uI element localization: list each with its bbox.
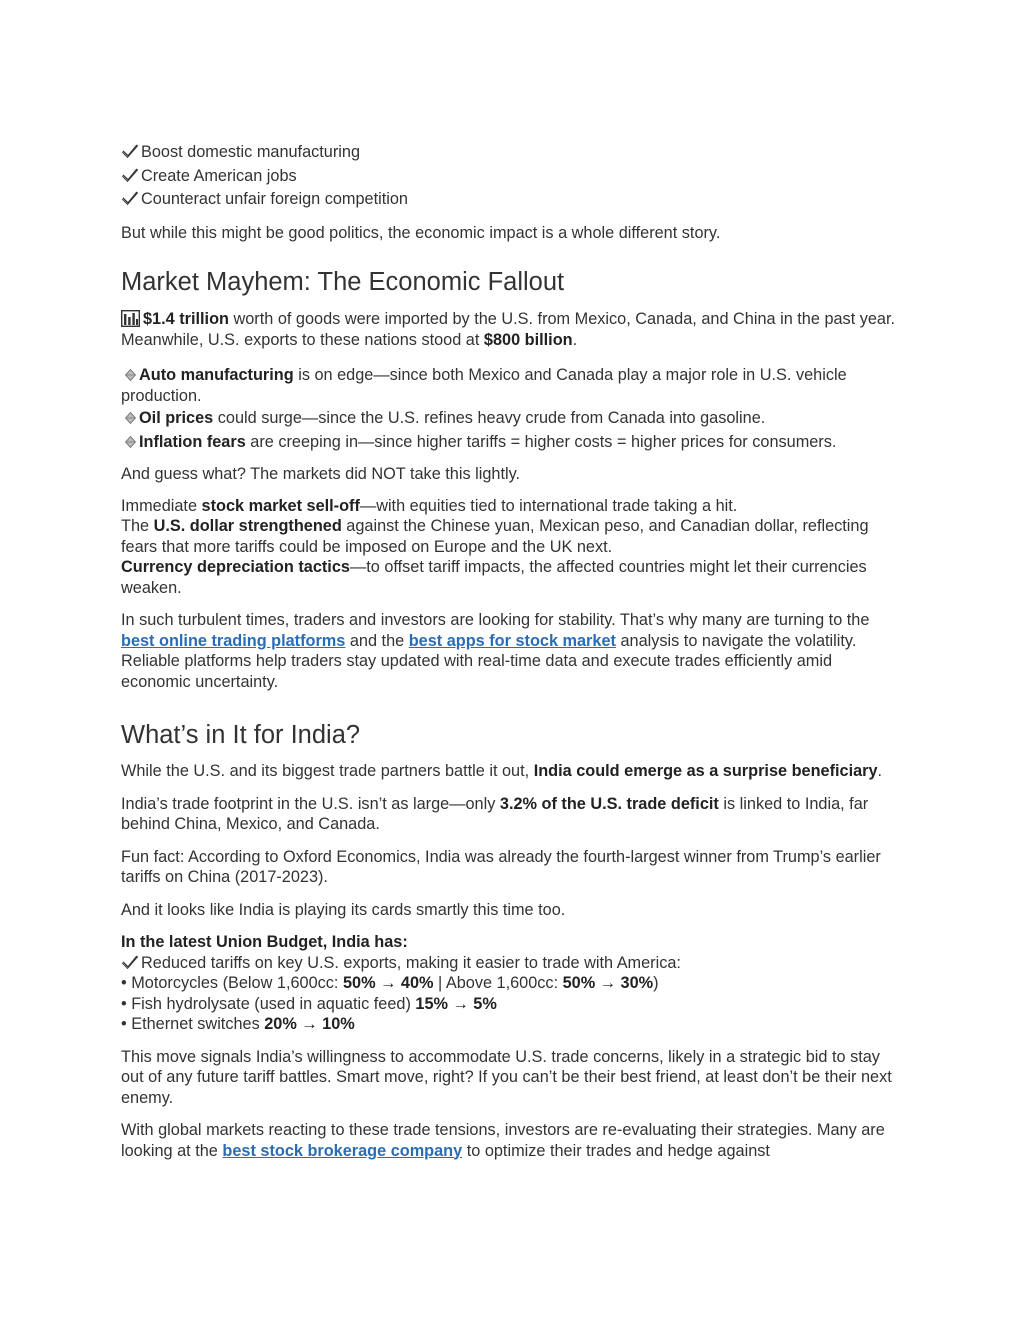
- list-item: • Ethernet switches 20% → 10%: [121, 1015, 355, 1033]
- intro-paragraph: But while this might be good politics, the economic impact is a whole different story.: [121, 223, 721, 242]
- list-item: Auto manufacturing is on edge—since both Mexico and Canada play a major role in U.S. vehicle production.: [121, 366, 847, 405]
- impact-bullet-list: [121, 365, 906, 452]
- budget-heading: In the latest Union Budget, India has:: [121, 933, 408, 951]
- stock-market-apps-link[interactable]: best apps for stock market: [408, 631, 616, 650]
- check-item: Counteract unfair foreign competition: [121, 189, 906, 210]
- impact-line: Currency depreciation tactics—to offset tariff impacts, the affected countries might let their currencies weaken.: [121, 558, 867, 597]
- trading-platforms-paragraph: In such turbulent times, traders and investors are looking for stability. That’s why many are turning to the best online trading platforms and the best apps for stock market analysis to navigate the volatility. Reliable platforms help traders stay updated with real-time data and execute trades efficiently amid economic uncertainty.: [121, 611, 870, 691]
- cards-paragraph: And it looks like India is playing its cards smartly this time too.: [121, 900, 566, 919]
- online-trading-platforms-link[interactable]: best online trading platforms: [121, 631, 346, 650]
- section-heading-market-mayhem: Market Mayhem: The Economic Fallout: [121, 268, 565, 296]
- diamond-bullet-icon: [121, 432, 139, 453]
- impact-line: The U.S. dollar strengthened against the Chinese yuan, Mexican peso, and Canadian dollar, reflecting fears that more tariffs could be imposed on Europe and the UK next.: [121, 517, 869, 556]
- india-beneficiary-paragraph: While the U.S. and its biggest trade partners battle it out, India could emerge as a surprise beneficiary.: [121, 762, 883, 780]
- list-item: • Fish hydrolysate (used in aquatic feed) 15% → 5%: [121, 994, 497, 1013]
- intro-checklist: [121, 142, 906, 210]
- list-item: • Motorcycles (Below 1,600cc: 50% → 40% | Above 1,600cc: 50% → 30%): [121, 974, 659, 992]
- list-item: Inflation fears are creeping in—since higher tariffs = higher costs = higher prices for consumers.: [121, 432, 906, 453]
- brokerage-paragraph: With global markets reacting to these trade tensions, investors are re-evaluating their strategies. Many are looking at the best stock brokerage company to optimize their trades and hedge against: [121, 1121, 885, 1160]
- check-item: Boost domestic manufacturing: [121, 142, 906, 163]
- article-body: [121, 142, 906, 1173]
- market-impacts: [121, 496, 906, 599]
- strategic-move-paragraph: This move signals India’s willingness to accommodate U.S. trade concerns, likely in a strategic bid to stay out of any future tariff battles. Smart move, right? If you can’t be their best friend, at least don’t be their next enemy.: [121, 1047, 892, 1107]
- check-mark-icon: [121, 953, 141, 974]
- diamond-bullet-icon: [121, 365, 139, 386]
- section-heading-india: What’s in It for India?: [121, 721, 361, 749]
- markets-paragraph: And guess what? The markets did NOT take this lightly.: [121, 465, 521, 483]
- stock-brokerage-link[interactable]: best stock brokerage company: [222, 1141, 463, 1160]
- union-budget-block: [121, 932, 906, 1035]
- check-mark-icon: [121, 142, 141, 163]
- check-mark-icon: [121, 166, 141, 187]
- fun-fact-paragraph: Fun fact: According to Oxford Economics, India was already the fourth-largest winner from Trump’s earlier tariffs on China (2017-2023).: [121, 847, 881, 886]
- impact-line: Immediate stock market sell-off—with equities tied to international trade taking a hit.: [121, 496, 738, 515]
- check-mark-icon: [121, 189, 141, 210]
- trade-footprint-paragraph: India’s trade footprint in the U.S. isn’t as large—only 3.2% of the U.S. trade deficit is linked to India, far behind China, Mexico, and Canada.: [121, 794, 869, 833]
- bar-chart-icon: [121, 309, 143, 330]
- import-stat-paragraph: $1.4 trillion worth of goods were imported by the U.S. from Mexico, Canada, and China in the past year. Meanwhile, U.S. exports to these nations stood at $800 billion.: [121, 310, 896, 349]
- diamond-bullet-icon: [121, 408, 139, 429]
- check-item: Reduced tariffs on key U.S. exports, making it easier to trade with America:: [121, 953, 906, 974]
- check-item: Create American jobs: [121, 166, 906, 187]
- list-item: Oil prices could surge—since the U.S. refines heavy crude from Canada into gasoline.: [121, 408, 906, 429]
